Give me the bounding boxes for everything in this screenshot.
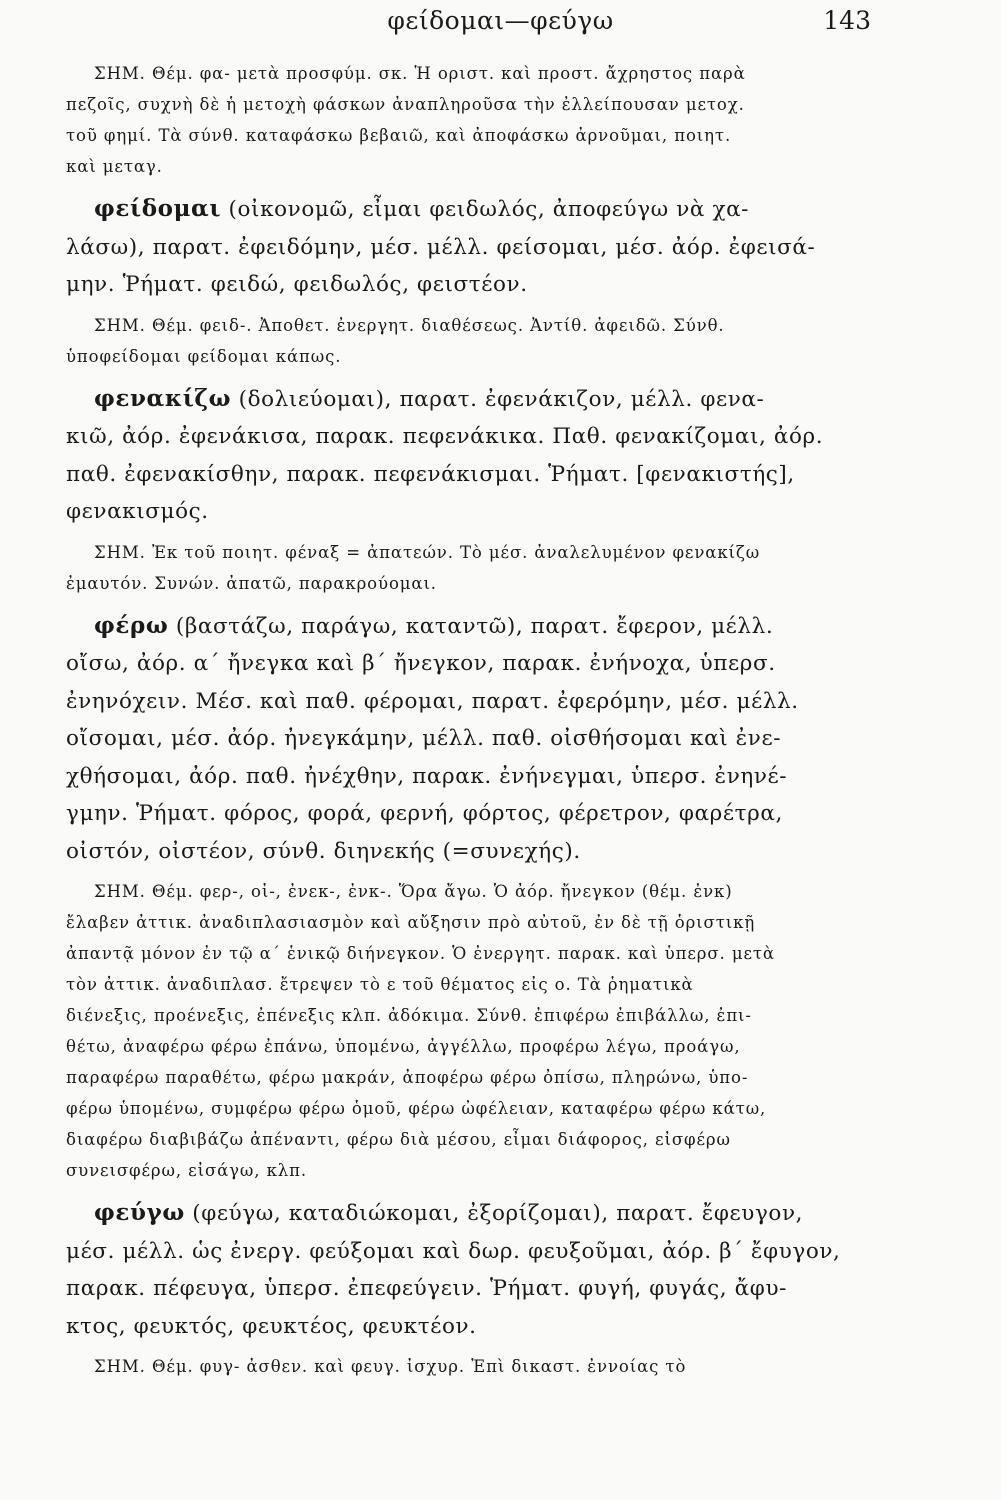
headword: φεύγω <box>94 1199 185 1226</box>
note-line: παραφέρω παραθέτω, φέρω μακράν, ἀποφέρω φέρω ὀπίσω, πληρώνω, ὑπο- <box>66 1068 749 1087</box>
note-line: ΣΗΜ. Θέμ. φειδ-. Ἀποθετ. ἐνεργητ. διαθέσεως. Ἀντίθ. ἀφειδῶ. Σύνθ. <box>94 315 725 335</box>
note-line: ΣΗΜ. Θέμ. φυγ- ἀσθεν. καὶ φευγ. ἰσχυρ. Ἐπὶ δικαστ. ἐννοίας τὸ <box>94 1357 687 1376</box>
entry-line: γμην. Ῥήματ. φόρος, φορά, φερνή, φόρτος, φέρετρον, φαρέτρα, <box>66 801 783 826</box>
dictionary-entry <box>66 607 866 871</box>
entry-line <box>66 190 866 229</box>
entry-line: μέσ. μέλλ. ὡς ἐνεργ. φεύξομαι καὶ δωρ. φευξοῦμαι, ἀόρ. β΄ ἔφυγον, <box>66 1238 841 1264</box>
entry-line: λάσω), παρατ. ἐφειδόμην, μέσ. μέλλ. φείσομαι, μέσ. ἀόρ. ἐφεισά- <box>66 234 816 260</box>
entry-line: παρακ. πέφευγα, ὑπερσ. ἐπεφεύγειν. Ῥήματ. φυγή, φυγάς, ἄφυ- <box>66 1276 787 1301</box>
note-line: φέρω ὑπομένω, συμφέρω φέρω ὁμοῦ, φέρω ὠφέλειαν, καταφέρω φέρω κάτω, <box>66 1099 767 1118</box>
entry-line: μην. Ῥήματ. φειδώ, φειδωλός, φειστέον. <box>66 272 528 297</box>
dictionary-entry <box>66 1194 866 1345</box>
note-line: διένεξις, προένεξις, ἐπένεξις κλπ. ἀδόκιμα. Σύνθ. ἐπιφέρω ἐπιβάλλω, ἐπι- <box>66 1006 752 1025</box>
page-body <box>66 58 866 1382</box>
page-header <box>0 6 1001 46</box>
entry-line: κιῶ, ἀόρ. ἐφενάκισα, παρακ. πεφενάκικα. Παθ. φενακίζομαι, ἀόρ. <box>66 424 824 449</box>
page-number: 143 <box>823 6 871 35</box>
note-line: ἀπαντᾷ μόνον ἐν τῷ α΄ ἑνικῷ διήνεγκον. Ὁ ἐνεργητ. παρακ. καὶ ὑπερσ. μετὰ <box>66 944 775 963</box>
note-line: ὑποφείδομαι φείδομαι κάπως. <box>66 346 342 366</box>
entry-line: οἴσομαι, μέσ. ἀόρ. ἠνεγκάμην, μέλλ. παθ. οἰσθήσομαι καὶ ἐνε- <box>66 726 782 751</box>
entry-text: (φεύγω, καταδιώκομαι, ἐξορίζομαι), παρατ. ἔφευγον, <box>184 1201 804 1226</box>
note-line: ἐμαυτόν. Συνών. ἀπατῶ, παρακρούομαι. <box>66 573 437 593</box>
note-block <box>66 876 866 1186</box>
entry-line: παθ. ἐφενακίσθην, παρακ. πεφενάκισμαι. Ῥήματ. [φενακιστής], <box>66 461 795 487</box>
entry-text: (βαστάζω, παράγω, καταντῶ), παρατ. ἔφερον, μέλλ. <box>168 613 774 639</box>
note-block <box>66 58 866 182</box>
note-block <box>66 1351 866 1382</box>
entry-line <box>66 607 866 646</box>
entry-line: κτος, φευκτός, φευκτέος, φευκτέον. <box>66 1313 477 1339</box>
note-line: ΣΗΜ. Θέμ. φα- μετὰ προσφύμ. σκ. Ἡ οριστ. καὶ προστ. ἄχρηστος παρὰ <box>94 64 746 83</box>
dictionary-entry <box>66 380 866 531</box>
note-block <box>66 310 866 372</box>
running-head: φείδομαι—φεύγω <box>387 6 614 35</box>
entry-line: φενακισμός. <box>66 499 209 524</box>
entry-line: οἰστόν, οἰστέον, σύνθ. διηνεκής (=συνεχής). <box>66 838 581 864</box>
entry-text: (οἰκονομῶ, εἶμαι φειδωλός, ἀποφεύγω νὰ χα- <box>221 197 750 222</box>
entry-line <box>66 380 866 419</box>
headword: φείδομαι <box>94 195 222 222</box>
note-line: συνεισφέρω, εἰσάγω, κλπ. <box>66 1161 308 1180</box>
note-line: καὶ μεταγ. <box>66 157 163 176</box>
entry-text: (δολιεύομαι), παρατ. ἐφενάκιζον, μέλλ. φενα- <box>231 386 765 412</box>
note-line: θέτω, ἀναφέρω φέρω ἐπάνω, ὑπομένω, ἀγγέλλω, προφέρω λέγω, προάγω, <box>66 1037 741 1056</box>
note-line: διαφέρω διαβιβάζω ἀπέναντι, φέρω διὰ μέσου, εἶμαι διάφορος, εἰσφέρω <box>66 1130 731 1149</box>
note-line: ΣΗΜ. Ἐκ τοῦ ποιητ. φέναξ = ἀπατεών. Τὸ μέσ. ἀναλελυμένον φενακίζω <box>94 542 761 562</box>
headword: φενακίζω <box>94 384 232 412</box>
note-line: πεζοῖς, συχνὴ δὲ ἡ μετοχὴ φάσκων ἀναπληροῦσα τὴν ἐλλείπουσαν μετοχ. <box>66 95 745 114</box>
note-line: ἔλαβεν ἀττικ. ἀναδιπλασιασμὸν καὶ αὔξησιν πρὸ αὐτοῦ, ἐν δὲ τῇ ὁριστικῇ <box>66 913 756 932</box>
entry-line: οἴσω, ἀόρ. α΄ ἤνεγκα καὶ β΄ ἤνεγκον, παρακ. ἐνήνοχα, ὑπερσ. <box>66 651 776 676</box>
note-line: τὸν ἀττικ. ἀναδιπλασ. ἔτρεψεν τὸ ε τοῦ θέματος εἰς ο. Τὰ ῥηματικὰ <box>66 975 694 994</box>
headword: φέρω <box>94 611 169 639</box>
note-block <box>66 537 866 599</box>
note-line: ΣΗΜ. Θέμ. φερ-, οἰ-, ἐνεκ-, ἐνκ-. Ὅρα ἄγω. Ὁ ἀόρ. ἤνεγκον (θέμ. ἐνκ) <box>94 882 733 901</box>
entry-line <box>66 1194 866 1233</box>
note-line: τοῦ φημί. Τὰ σύνθ. καταφάσκω βεβαιῶ, καὶ ἀποφάσκω ἀρνοῦμαι, ποιητ. <box>66 126 732 145</box>
entry-line: ἐνηνόχειν. Μέσ. καὶ παθ. φέρομαι, παρατ. ἐφερόμην, μέσ. μέλλ. <box>66 688 799 714</box>
dictionary-entry <box>66 190 866 304</box>
entry-line: χθήσομαι, ἀόρ. παθ. ἠνέχθην, παρακ. ἐνήνεγμαι, ὑπερσ. ἐνηνέ- <box>66 763 788 789</box>
